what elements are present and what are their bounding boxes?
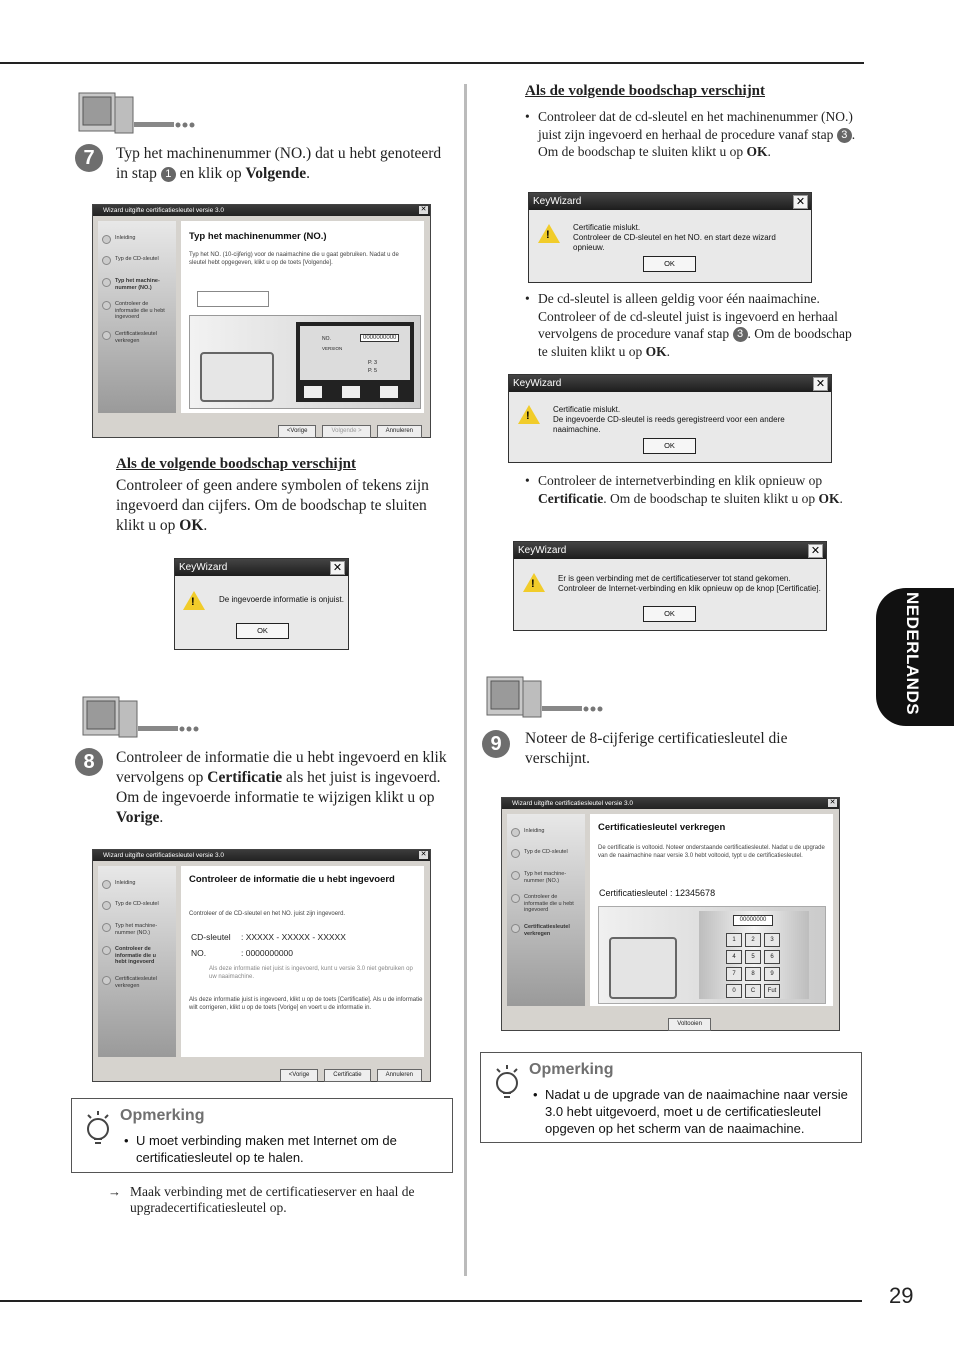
note-box: Opmerking • U moet verbinding maken met Internet om de certificatiesleutel op te halen. [71,1098,453,1173]
machine-panel-image: NO. 0000000000 VERSION P. 3 P. 5 [189,315,421,409]
computer-icon [78,92,198,138]
finish-button[interactable]: Voltooien [668,1018,711,1031]
wizard-sidebar: Inleiding Typ de CD-sleutel Typ het machine-nummer (NO.) Controleer de informatie die u hebt ingevoerd Certificatiesleutel verkregen [98,866,176,1057]
close-icon[interactable]: ✕ [420,206,427,213]
keypad-key: 3 [764,933,780,947]
result-text: Maak verbinding met de certificatieserver en haal de upgradecertificatiesleutel op. [130,1184,415,1215]
warning-icon: ! [518,405,540,424]
warning-icon: ! [183,591,205,610]
close-icon[interactable]: ✕ [808,544,823,558]
step-8-badge: 8 [75,748,103,776]
keypad-key: 9 [764,967,780,981]
keypad-key: 5 [745,950,761,964]
step-9-text: Noteer de 8-cijferige certificatiesleutel die verschijnt. [525,730,788,767]
keywizard-dialog-failed: KeyWizard ✕ ! Certificatie mislukt. Controleer de CD-sleutel en het NO. en start deze wizard opnieuw. OK [528,192,812,283]
ok-button[interactable]: OK [236,623,289,639]
ok-button[interactable]: OK [643,606,696,622]
next-button[interactable]: Volgende > [322,425,370,438]
keywizard-dialog-registered: KeyWizard ✕ ! Certificatie mislukt. De ingevoerde CD-sleutel is reeds geregistreerd voor een andere naaimachine. OK [508,374,832,463]
wizard-window-machine-number: Wizard uitgifte certificatiesleutel versie 3.0 ✕ Inleiding Typ de CD-sleutel Typ het machine-nummer (NO.) Controleer de informatie die u hebt ingevoerd Certificatiesleutel verkregen Typ het machinenummer (NO.) Typ het NO. (10-cijferig) voor de naaimachine die u gaat gebruiken. Nadat u de sleutel hebt opgegeven, klikt u op de toets [Volgende]. NO. 0000000000 VERSION P. 3 P. 5 <Vorige Volgende > Annuleren [92,204,431,438]
machine-number-input[interactable] [197,291,269,307]
page-number: 29 [889,1283,914,1308]
wizard-heading: Controleer de informatie die u hebt ingevoerd [189,874,395,885]
wizard-heading: Typ het machinenummer (NO.) [189,231,327,242]
step-ref-icon: 1 [161,167,176,182]
wizard-window-verify: Wizard uitgifte certificatiesleutel versie 3.0 ✕ Inleiding Typ de CD-sleutel Typ het machine-nummer (NO.) Controleer de informatie die u hebt ingevoerd Certificatiesleutel verkregen Controleer de informatie die u hebt ingevoerd Controleer of de CD-sleutel en het NO. juist zijn ingevoerd. CD-sleutel : XXXXX - XXXXX - XXXXX NO. : 0000000000 Als deze informatie niet juist is ingevoerd, kunt u versie 3.0 niet gebruiken op uw naaimachine. Als deze informatie juist is ingevoerd, klikt u op de toets [Certificatie]. Als u de informatie wilt corrigeren, klikt u op de toets [Vorige] en voert u de informatie in. <Vorige Certificatie Annuleren [92,849,431,1082]
close-icon[interactable]: ✕ [330,561,345,575]
message-heading: Als de volgende boodschap verschijnt [525,83,766,99]
step-ref-icon: 3 [837,128,852,143]
keypad-key: 2 [745,933,761,947]
step-8-text: Controleer de informatie die u hebt ingevoerd en klik vervolgens op Certificatie als het juist is ingevoerd. Om de ingevoerde informatie te wijzigen klikt u op Vorige. [116,749,447,826]
step-7-text: Typ het machinenummer (NO.) dat u hebt genoteerd in stap 1 en klik op Volgende. [116,145,442,182]
lightbulb-icon [84,1109,112,1147]
language-tab: NEDERLANDS [876,588,954,726]
machine-keypad-image: 00000000 1 2 3 4 5 6 7 8 9 0 C Fut [598,906,826,1004]
bullet-item: • De cd-sleutel is alleen geldig voor één naaimachine. Controleer of de cd-sleutel juist is ingevoerd en herhaal vervolgens de procedure vanaf stap 3 . Om de boodschap te sluiten klikt u op OK. [538,290,858,360]
ok-button[interactable]: OK [643,438,696,454]
wizard-sidebar: Inleiding Typ de CD-sleutel Typ het machine-nummer (NO.) Controleer de informatie die u hebt ingevoerd Certificatiesleutel verkregen [98,221,176,413]
close-icon[interactable]: ✕ [829,799,836,806]
step-9-badge: 9 [482,730,510,758]
keypad-key: Fut [764,984,780,998]
previous-button[interactable]: <Vorige [278,425,317,438]
column-divider [464,84,467,1276]
keypad-key: 1 [726,933,742,947]
computer-icon [82,696,202,742]
message-1-text: Controleer of geen andere symbolen of tekens zijn ingevoerd dan cijfers. Om de boodschap te sluiten klikt u op OK. [116,477,429,534]
lightbulb-icon [493,1063,521,1101]
step-ref-icon: 3 [733,327,748,342]
keypad-key: 7 [726,967,742,981]
wizard-window-key-obtained: Wizard uitgifte certificatiesleutel versie 3.0 ✕ Inleiding Typ de CD-sleutel Typ het machine-nummer (NO.) Controleer de informatie die u hebt ingevoerd Certificatiesleutel verkregen Certificatiesleutel verkregen De certificatie is voltooid. Noteer onderstaande certificatiesleutel. Nadat u de upgrade van de naaimachine naar versie 3.0 hebt voltooid, typt u de certificatiesleutel. Certificatiesleutel : 12345678 00000000 1 2 3 4 5 6 7 8 9 0 C Fut Voltooien [501,797,840,1031]
cancel-button[interactable]: Annuleren [377,1069,422,1082]
keywizard-dialog-no-connection: KeyWizard ✕ ! Er is geen verbinding met de certificatieserver tot stand gekomen. Controleer de Internet-verbinding en klik opnieuw op de knop [Certificatie]. OK [513,541,827,631]
arrow-icon: → [108,1184,121,1199]
close-icon[interactable]: ✕ [420,851,427,858]
keypad-key: 0 [726,984,742,998]
certificate-button[interactable]: Certificatie [324,1069,370,1082]
top-rule [0,62,864,64]
computer-icon [486,676,606,722]
keypad-key: C [745,984,761,998]
step-7-badge: 7 [75,144,103,172]
keypad-key: 4 [726,950,742,964]
previous-button[interactable]: <Vorige [280,1069,319,1082]
wizard-heading: Certificatiesleutel verkregen [598,822,726,833]
keywizard-dialog-invalid: KeyWizard ✕ ! De ingevoerde informatie is onjuist. OK [174,558,349,650]
wizard-sidebar: Inleiding Typ de CD-sleutel Typ het machine-nummer (NO.) Controleer de informatie die u hebt ingevoerd Certificatiesleutel verkregen [507,814,585,1006]
keypad-key: 8 [745,967,761,981]
keypad-key: 6 [764,950,780,964]
bottom-rule [0,1300,862,1302]
certificate-key-label: Certificatiesleutel : 12345678 [599,888,716,898]
warning-icon: ! [523,573,545,592]
close-icon[interactable]: ✕ [813,377,828,391]
bullet-item: • Controleer dat de cd-sleutel en het machinenummer (NO.) juist zijn ingevoerd en herhaal de procedure vanaf stap 3 . Om de boodschap te sluiten klikt u op OK. [538,108,858,161]
note-box: Opmerking • Nadat u de upgrade van de naaimachine naar versie 3.0 hebt uitgevoerd, moet u de certificatiesleutel opgeven op het scherm van de naaimachine. [480,1052,862,1143]
cancel-button[interactable]: Annuleren [377,425,422,438]
message-heading: Als de volgende boodschap verschijnt [116,456,357,472]
warning-icon: ! [538,224,560,243]
bullet-item: • Controleer de internetverbinding en klik opnieuw op Certificatie. Om de boodschap te sluiten klikt u op OK. [538,472,858,507]
ok-button[interactable]: OK [643,256,696,272]
close-icon[interactable]: ✕ [793,195,808,209]
